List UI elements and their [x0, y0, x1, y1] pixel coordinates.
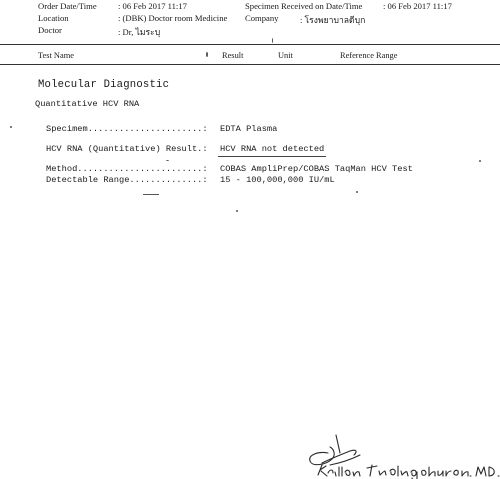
company-label: Company	[245, 13, 279, 23]
test-subtitle: Quantitative HCV RNA	[35, 99, 140, 109]
specimen-received-label: Specimen Received on Date/Time	[245, 1, 363, 11]
method-value: COBAS AmpliPrep/COBAS TaqMan HCV Test	[220, 164, 413, 174]
result-value: HCV RNA not detected	[220, 144, 325, 154]
specimen-label: Specimem......................:	[46, 124, 208, 134]
detectable-range-label: Detectable Range..............:	[46, 175, 208, 185]
physician-signature	[300, 425, 500, 479]
company-value: : โรงพยาบาลดีบุก	[300, 15, 366, 25]
location-label: Location	[38, 13, 69, 23]
result-label: HCV RNA (Quantitative) Result.:	[46, 144, 208, 154]
method-label: Method........................:	[46, 164, 208, 174]
doctor-label: Doctor	[38, 25, 62, 35]
column-test-name: Test Name	[38, 51, 74, 60]
result-underline	[218, 156, 326, 157]
location-value: : (DBK) Doctor room Medicine	[118, 13, 228, 23]
doctor-value: : Dr, ไมระบุ	[118, 27, 161, 37]
column-reference-range: Reference Range	[340, 51, 398, 60]
column-result: Result	[222, 51, 244, 60]
specimen-value: EDTA Plasma	[220, 124, 278, 134]
order-date-label: Order Date/Time	[38, 1, 97, 11]
column-unit: Unit	[278, 51, 293, 60]
section-title: Molecular Diagnostic	[38, 79, 170, 91]
order-date-value: : 06 Feb 2017 11:17	[118, 1, 187, 11]
header-top-rule	[0, 44, 500, 45]
header-bottom-rule	[0, 64, 500, 65]
specimen-received-value: : 06 Feb 2017 11:17	[383, 1, 452, 11]
detectable-range-value: 15 - 100,000,000 IU/mL	[220, 175, 335, 185]
